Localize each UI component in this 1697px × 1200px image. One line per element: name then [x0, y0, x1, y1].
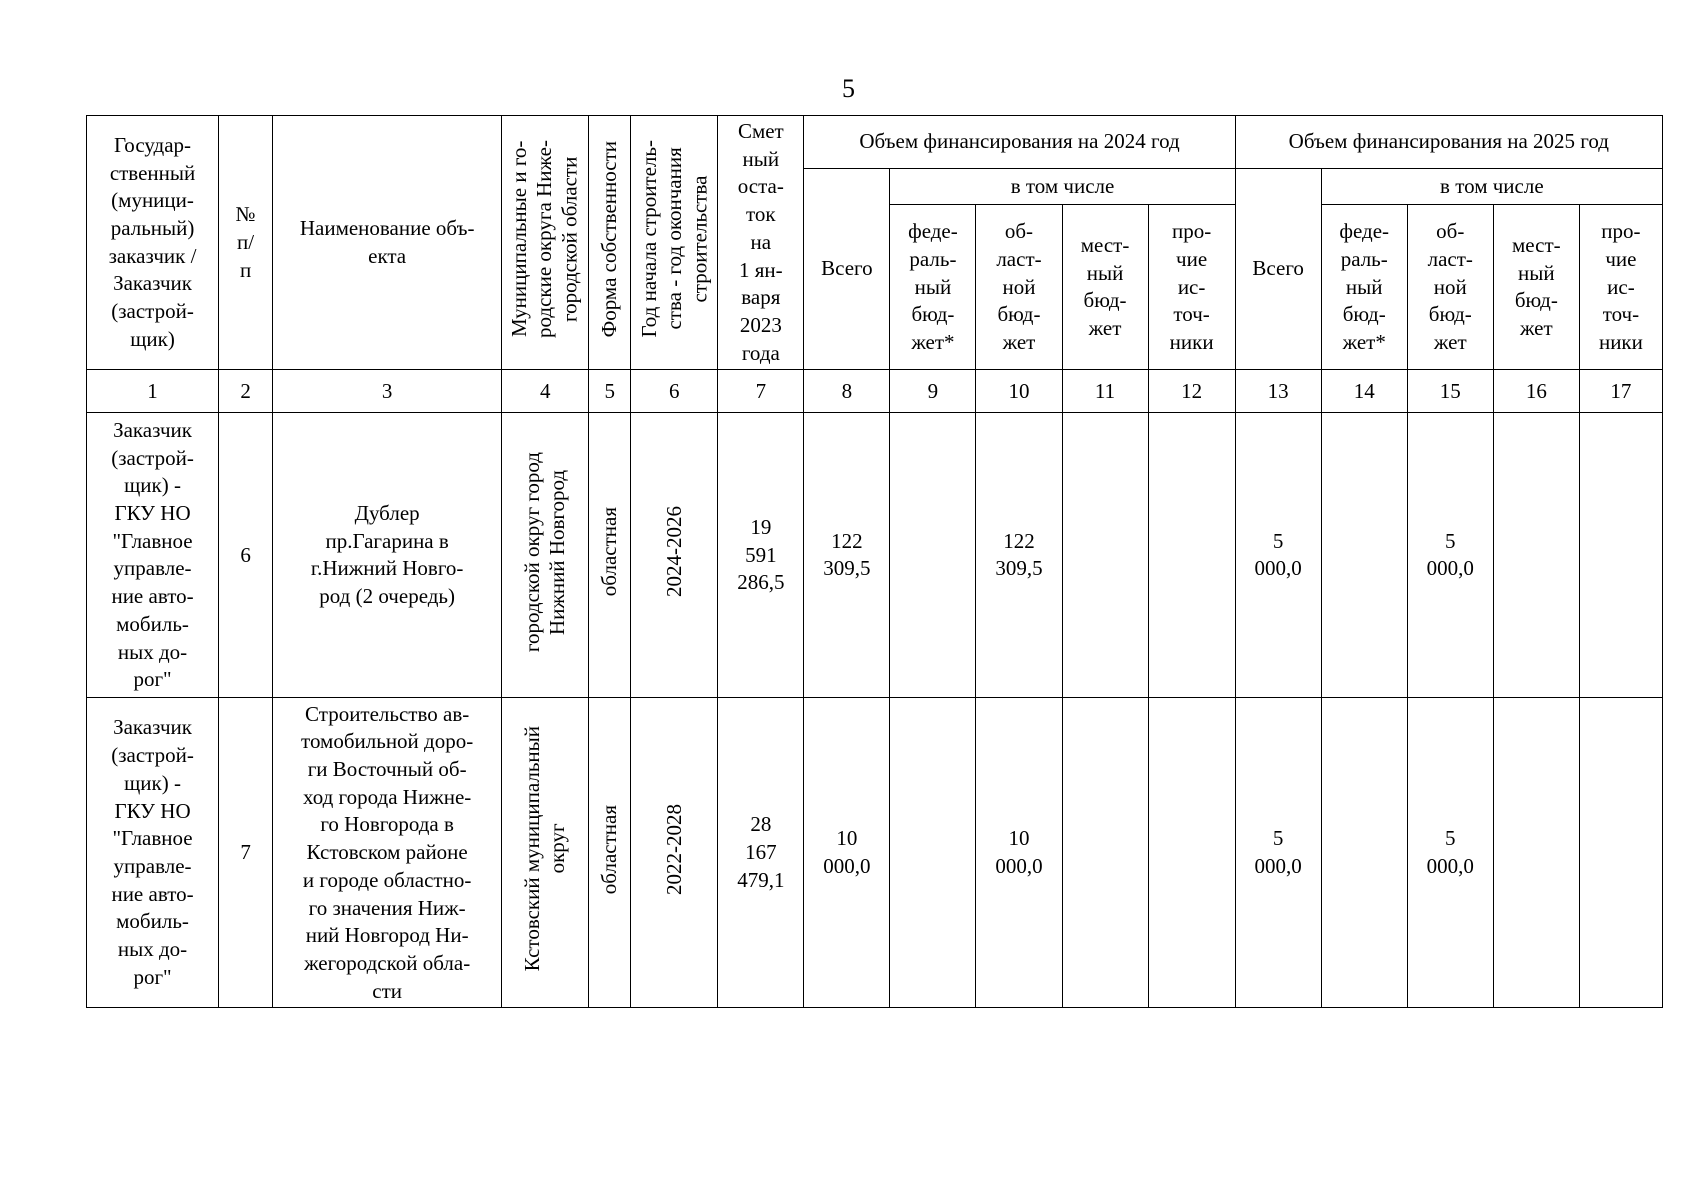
cell-regional-2024: [976, 698, 1062, 1008]
header-balance-text: Смет ный оста- ток на 1 ян- варя 2023 года: [737, 119, 784, 365]
cell-total-2025-text: 5 000,0: [1254, 528, 1302, 581]
cell-regional-2025: [1407, 413, 1493, 698]
header-regional-2024: [976, 205, 1062, 370]
cell-regional-2024: [976, 413, 1062, 698]
table-row: [87, 698, 1663, 1008]
header-total-2024: Всего: [804, 169, 890, 370]
cell-ownership-text: областная: [597, 804, 622, 894]
cell-balance-text: 28 167 479,1: [737, 812, 785, 892]
cell-municipality-text: городской округ город Нижний Новгород: [520, 451, 570, 652]
header-local-2025: [1493, 205, 1579, 370]
cell-federal-2024: [890, 413, 976, 698]
cell-local-2024: [1062, 413, 1148, 698]
cell-local-2024: [1062, 698, 1148, 1008]
cell-federal-2025: [1321, 413, 1407, 698]
cell-num: 6: [219, 413, 273, 698]
column-numbers-row: [87, 370, 1663, 413]
header-years-text: Год начала строитель- ства - год окончания строительства: [636, 140, 711, 338]
cell-years-text: 2022-2028: [661, 803, 686, 895]
cell-other-2025: [1579, 413, 1662, 698]
header-federal-2025-text: феде- раль- ный бюд- жет*: [1339, 219, 1390, 355]
cell-object-name: [273, 413, 502, 698]
header-ownership: [589, 116, 631, 370]
cell-years-text: 2024-2026: [661, 506, 686, 598]
header-federal-2024-text: феде- раль- ный бюд- жет*: [908, 219, 958, 355]
cell-customer: [87, 413, 219, 698]
header-object-name-text: Наименование объ- екта: [299, 216, 475, 268]
cell-total-2025-text: 5 000,0: [1254, 826, 1302, 878]
cell-municipality: [502, 413, 589, 698]
cell-regional-2025-text: 5 000,0: [1426, 528, 1474, 581]
header-other-2025-text: про- чие ис- точ- ники: [1598, 219, 1643, 355]
header-other-2024: [1148, 205, 1235, 370]
header-balance: [718, 116, 804, 370]
cell-regional-2025: [1407, 698, 1493, 1008]
header-object-name: [273, 116, 502, 370]
cell-balance-text: 19 591 286,5: [737, 514, 785, 595]
header-num-text: № п/ п: [235, 202, 256, 282]
cell-object-name-text: Дублер пр.Гагарина в г.Нижний Новго- род (2 очередь): [310, 501, 464, 609]
financing-table: [86, 115, 1663, 1008]
cell-total-2025: [1235, 413, 1321, 698]
column-number: 10: [976, 370, 1062, 413]
column-number: 8: [804, 370, 890, 413]
column-number: 4: [502, 370, 589, 413]
cell-customer-text: Заказчик (застрой- щик) - ГКУ НО "Главное управле- ние авто- мобиль- ных до- рог": [111, 417, 194, 692]
header-regional-2024-text: об- ласт- ной бюд- жет: [996, 219, 1042, 355]
cell-regional-2024-text: 122 309,5: [995, 528, 1043, 581]
header-num: [219, 116, 273, 370]
column-number: 11: [1062, 370, 1148, 413]
cell-ownership-text: областная: [597, 507, 622, 597]
cell-other-2024: [1148, 413, 1235, 698]
column-number: 17: [1579, 370, 1662, 413]
page-number: 5: [842, 74, 855, 103]
cell-years: [631, 698, 718, 1008]
column-number: 9: [890, 370, 976, 413]
header-years: [631, 116, 718, 370]
cell-total-2024-text: 122 309,5: [823, 528, 871, 581]
column-number: 6: [631, 370, 718, 413]
cell-municipality: [502, 698, 589, 1008]
column-number: 2: [219, 370, 273, 413]
header-including-2025: в том числе: [1321, 169, 1662, 205]
cell-balance: [718, 698, 804, 1008]
column-number: 16: [1493, 370, 1579, 413]
header-ownership-text: Форма собственности: [597, 140, 622, 338]
cell-local-2025: [1493, 413, 1579, 698]
header-local-2024-text: мест- ный бюд- жет: [1080, 233, 1130, 341]
header-regional-2025-text: об- ласт- ной бюд- жет: [1427, 219, 1473, 355]
cell-other-2025: [1579, 698, 1662, 1008]
cell-federal-2025: [1321, 698, 1407, 1008]
header-local-2025-text: мест- ный бюд- жет: [1512, 233, 1561, 341]
column-number: 14: [1321, 370, 1407, 413]
cell-municipality-text: Кстовский муниципальный округ: [520, 726, 570, 972]
cell-total-2024: [804, 413, 890, 698]
header-local-2024: [1062, 205, 1148, 370]
cell-customer: [87, 698, 219, 1008]
cell-ownership: [589, 413, 631, 698]
column-number: 3: [273, 370, 502, 413]
cell-regional-2024-text: 10 000,0: [995, 826, 1043, 878]
header-customer: [87, 116, 219, 370]
cell-total-2024: [804, 698, 890, 1008]
cell-total-2024-text: 10 000,0: [823, 826, 871, 878]
cell-object-name: [273, 698, 502, 1008]
header-customer-text: Государ- ственный (муници- pальный) заказчик / Заказчик (застрой- щик): [108, 132, 197, 351]
header-including-2024: в том числе: [890, 169, 1235, 205]
header-municipality: [502, 116, 589, 370]
cell-object-name-text: Строительство ав- томобильной доро- ги Восточный об- ход города Нижне- го Новгорода в Кстовском районе и городе областно- го значения Ниж- ний Новгород Ни- жегородской обла- сти: [301, 701, 474, 1003]
cell-other-2024: [1148, 698, 1235, 1008]
header-row-1: [87, 116, 1663, 169]
header-regional-2025: [1407, 205, 1493, 370]
cell-num: 7: [219, 698, 273, 1008]
column-number: 7: [718, 370, 804, 413]
header-fin-2024: Объем финансирования на 2024 год: [804, 116, 1235, 169]
cell-local-2025: [1493, 698, 1579, 1008]
column-number: 13: [1235, 370, 1321, 413]
column-number: 5: [589, 370, 631, 413]
header-fin-2025: Объем финансирования на 2025 год: [1235, 116, 1662, 169]
table-row: [87, 413, 1663, 698]
header-total-2025: Всего: [1235, 169, 1321, 370]
cell-customer-text: Заказчик (застрой- щик) - ГКУ НО "Главное управле- ние авто- мобиль- ных до- рог": [111, 715, 194, 989]
cell-federal-2024: [890, 698, 976, 1008]
cell-balance: [718, 413, 804, 698]
column-number: 15: [1407, 370, 1493, 413]
header-other-2024-text: про- чие ис- точ- ники: [1169, 219, 1214, 355]
cell-years: [631, 413, 718, 698]
header-municipality-text: Муниципальные и го- родские округа Ниже- городской области: [507, 139, 582, 338]
cell-ownership: [589, 698, 631, 1008]
column-number: 1: [87, 370, 219, 413]
header-other-2025: [1579, 205, 1662, 370]
header-federal-2024: [890, 205, 976, 370]
column-number: 12: [1148, 370, 1235, 413]
header-federal-2025: [1321, 205, 1407, 370]
cell-total-2025: [1235, 698, 1321, 1008]
cell-regional-2025-text: 5 000,0: [1426, 826, 1474, 878]
